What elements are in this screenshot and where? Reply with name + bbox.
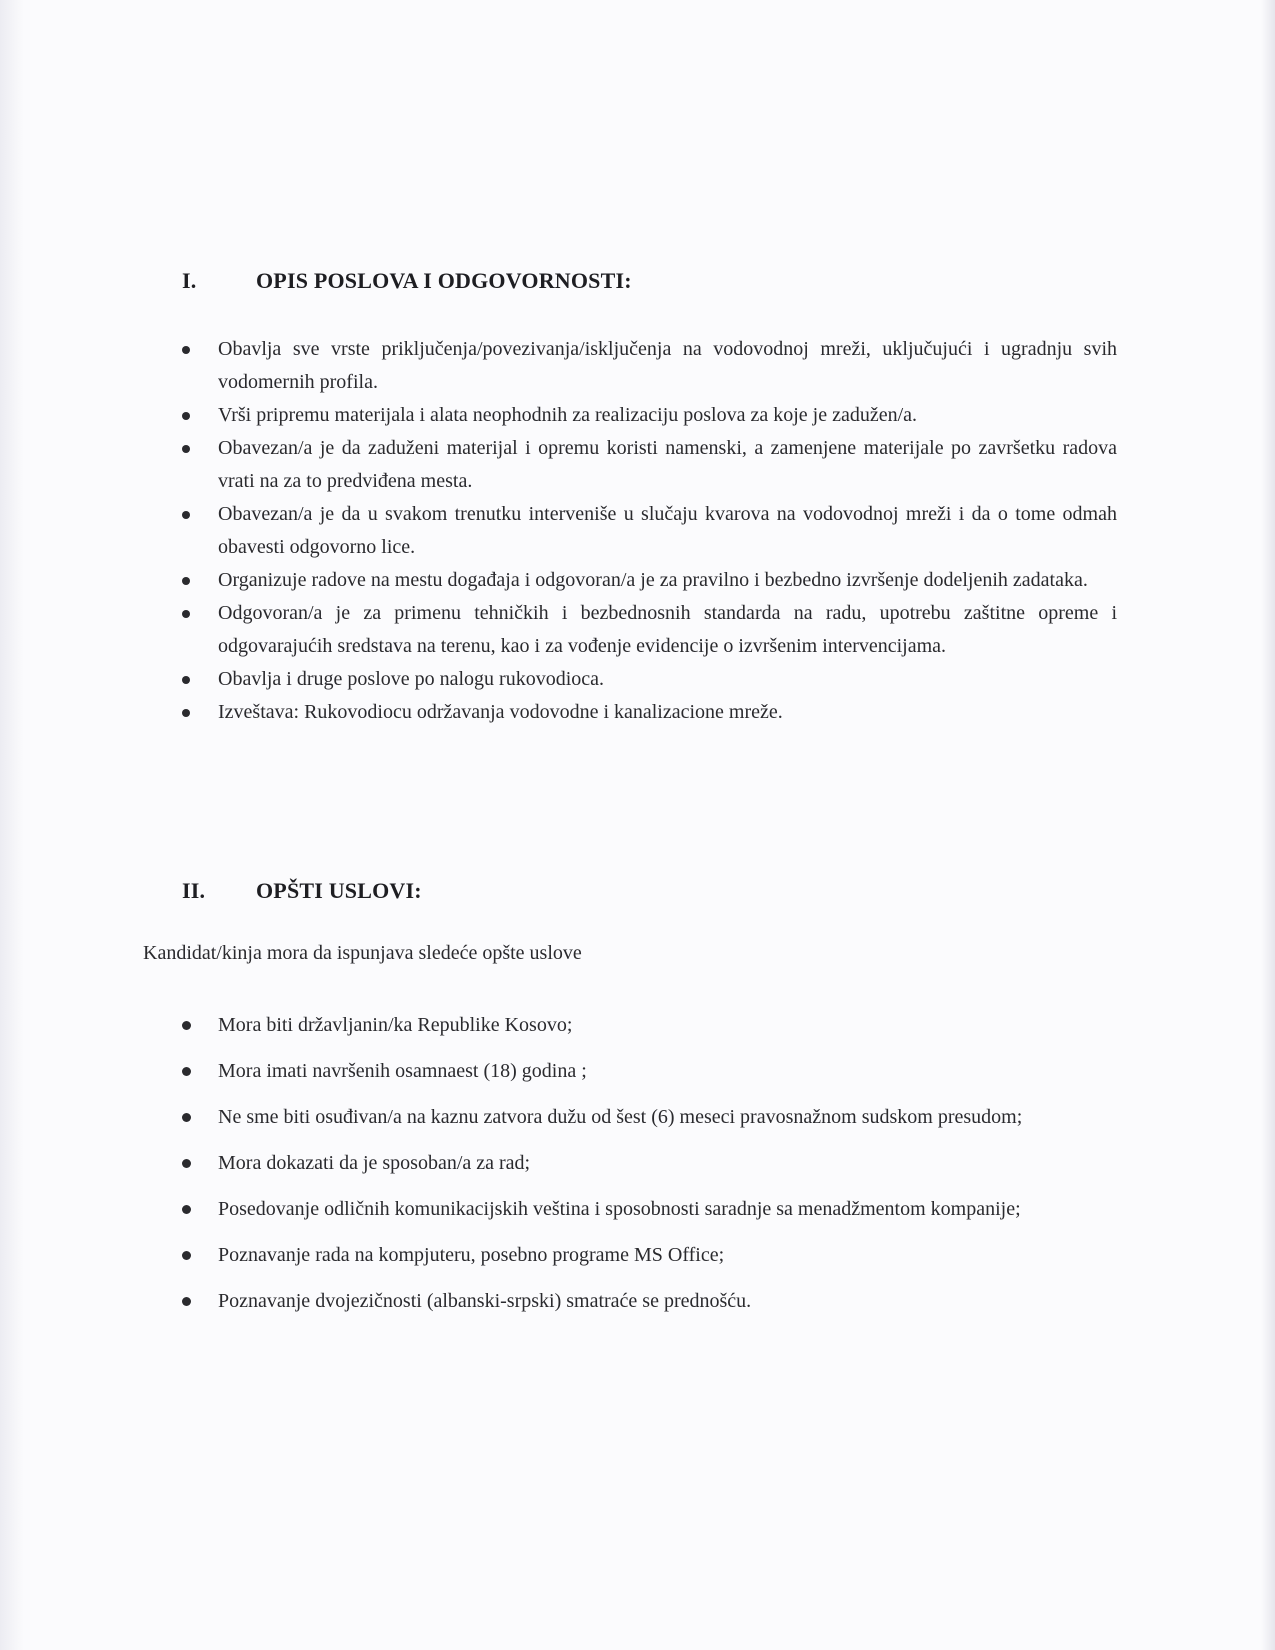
bullet-icon: [182, 676, 190, 684]
bullet-icon: [182, 412, 190, 420]
bullet-icon: [182, 445, 190, 453]
bullet-icon: [182, 1251, 191, 1260]
bullet-icon: [182, 1021, 191, 1030]
bullet-icon: [182, 1113, 191, 1122]
duty-item: Obavezan/a je da u svakom trenutku interveniše u slučaju kvarova na vodovodnoj mreži i da o tome odmah obavesti odgovorno lice.: [182, 498, 1117, 564]
duty-item: Obavlja i druge poslove po nalogu rukovodioca.: [182, 663, 1117, 696]
duty-item: Vrši pripremu materijala i alata neophodnih za realizaciju poslova za koje je zadužen/a.: [182, 399, 1117, 432]
bullet-icon: [182, 1297, 191, 1306]
section-1-number: I.: [182, 268, 197, 293]
section-2-number: II.: [182, 878, 206, 903]
condition-item: Posedovanje odličnih komunikacijskih veština i sposobnosti saradnje sa menadžmentom kompanije;: [182, 1186, 1087, 1232]
bullet-icon: [182, 1205, 191, 1214]
bullet-icon: [182, 346, 190, 354]
bullet-icon: [182, 511, 190, 519]
condition-item: Mora biti državljanin/ka Republike Kosovo;: [182, 1002, 1087, 1048]
condition-item: Poznavanje dvojezičnosti (albanski-srpski) smatraće se prednošću.: [182, 1278, 1087, 1324]
duty-item: Obavezan/a je da zaduženi materijal i opremu koristi namenski, a zamenjene materijale po završetku radova vrati na za to predviđena mesta.: [182, 432, 1117, 498]
section-1-heading: [182, 268, 632, 294]
bullet-icon: [182, 709, 190, 717]
duties-list: [182, 333, 1117, 729]
bullet-icon: [182, 1159, 191, 1168]
section-2-intro: Kandidat/kinja mora da ispunjava sledeće opšte uslove: [143, 942, 582, 964]
section-2-title: OPŠTI USLOVI:: [256, 878, 422, 903]
condition-item: Poznavanje rada na kompjuteru, posebno programe MS Office;: [182, 1232, 1087, 1278]
section-2-heading: [182, 878, 422, 904]
conditions-list: [182, 1002, 1087, 1324]
duty-item: Organizuje radove na mestu događaja i odgovoran/a je za pravilno i bezbedno izvršenje dodeljenih zadataka.: [182, 564, 1117, 597]
bullet-icon: [182, 1067, 191, 1076]
bullet-icon: [182, 577, 190, 585]
bullet-icon: [182, 610, 190, 618]
duty-item: Odgovoran/a je za primenu tehničkih i bezbednosnih standarda na radu, upotrebu zaštitne opreme i odgovarajućih sredstava na terenu, kao i za vođenje evidencije o izvršenim intervencijama.: [182, 597, 1117, 663]
condition-item: Mora dokazati da je sposoban/a za rad;: [182, 1140, 1087, 1186]
duty-item: Obavlja sve vrste priključenja/povezivanja/isključenja na vodovodnoj mreži, uključujući i ugradnju svih vodomernih profila.: [182, 333, 1117, 399]
section-1-title: OPIS POSLOVA I ODGOVORNOSTI:: [256, 268, 632, 293]
condition-item: Ne sme biti osuđivan/a na kaznu zatvora dužu od šest (6) meseci pravosnažnom sudskom presudom;: [182, 1094, 1087, 1140]
duty-item: Izveštava: Rukovodiocu održavanja vodovodne i kanalizacione mreže.: [182, 696, 1117, 729]
condition-item: Mora imati navršenih osamnaest (18) godina ;: [182, 1048, 1087, 1094]
